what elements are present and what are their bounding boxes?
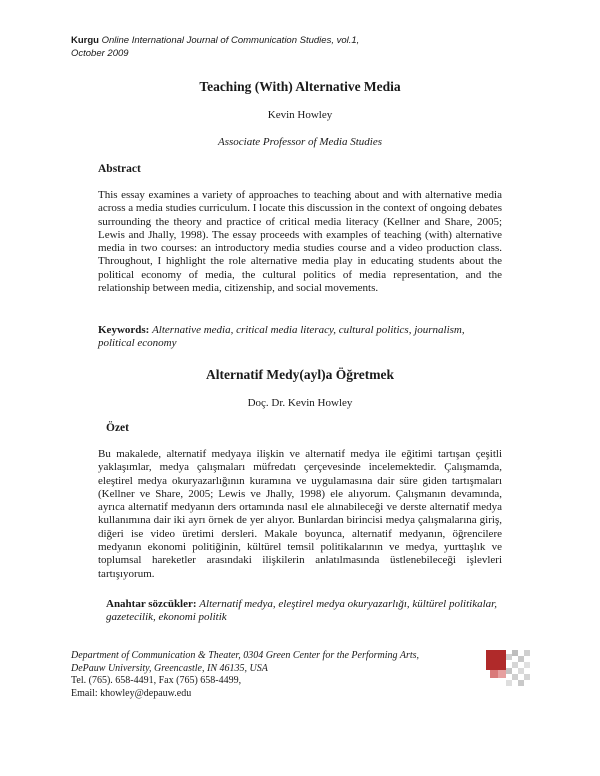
turkish-abstract-text: Bu makalede, alternatif medyaya ilişkin ve alternatif medya ile eğitimi tartışan çeşitli yaklaşımlar, medya çalışmaları müfredatı çerçevesinde incelemektedir. Çalışmamda, eleştirel medya okuryazarlığının kuramına ve uygulamasına dair süre giden tartışmaları (Kellner ve Share, 2005; Lewis ve Jhally, 1998) ele alıyorum. Çalışmanın devamında, ayrıca alternatif medyanın ders ortamında nasıl ele alınabileceği ve derste alternatif medya kullanımına dair iki ayrı örnek de yer alıyor. Bunlardan birincisi medya çalışmalarına giriş, diğeri ise video üretimi dersleri. Makale boyunca, alternatif medyanın, öğrencilere medyanın ekonomi politiğinin, kültürel temsil politikalarının ve medya, yurttaşlık ve toplumsal hareketler arasındaki ilişkilerin anlatılmasında üstlenebileceği işlevleri tartışıyorum.	[98, 448, 502, 580]
footer-university: DePauw University, Greencastle, IN 46135, USA	[71, 662, 268, 674]
journal-date: October 2009	[71, 48, 129, 59]
turkish-keywords	[106, 598, 502, 625]
author-contact-footer	[71, 650, 471, 700]
footer-department: Department of Communication & Theater, 0304 Green Center for the Performing Arts,	[71, 650, 420, 661]
footer-phone-fax: Tel. (765). 658-4491, Fax (765) 658-4499,	[71, 675, 242, 687]
turkish-keywords-label: Anahtar sözcükler:	[106, 598, 197, 610]
author-affiliation: Associate Professor of Media Studies	[218, 136, 382, 148]
journal-header	[71, 34, 471, 60]
turkish-abstract-heading: Özet	[106, 422, 129, 434]
paper-title: Teaching (With) Alternative Media	[199, 79, 401, 94]
keywords	[98, 324, 502, 351]
abstract-text: This essay examines a variety of approaches to teaching about and with alternative media across a media studies curriculum. I locate this discussion in the context of ongoing debates surrounding the theory and practice of critical media literacy (Kellner and Share, 2005; Lewis and Jhally, 1998). The essay proceeds with examples of teaching (with) alternative media in two courses: an introductory media studies course and a video production class. Throughout, I highlight the role alternative media play in educating students about the political economy of media, the cultural politics of media representation, and the relationship between media, citizenship, and social movements.	[98, 189, 502, 295]
footer-email: Email: khowley@depauw.edu	[71, 687, 192, 699]
author-name: Kevin Howley	[267, 109, 333, 121]
keywords-label: Keywords:	[98, 324, 150, 336]
turkish-author-name: Doç. Dr. Kevin Howley	[247, 397, 353, 409]
journal-description: Online International Journal of Communication Studies, vol.1,	[101, 35, 360, 46]
turkish-title: Alternatif Medy(ayl)a Öğretmek	[206, 367, 394, 382]
abstract-heading: Abstract	[98, 163, 141, 175]
journal-name: Kurgu	[71, 35, 99, 46]
journal-logo-icon	[486, 650, 530, 686]
keywords-text: Alternative media, critical media literacy, cultural politics, journalism, political economy	[98, 324, 465, 350]
turkish-keywords-text: Alternatif medya, eleştirel medya okuryazarlığı, kültürel politikalar, gazetecilik, ekonomi politik	[106, 598, 497, 624]
